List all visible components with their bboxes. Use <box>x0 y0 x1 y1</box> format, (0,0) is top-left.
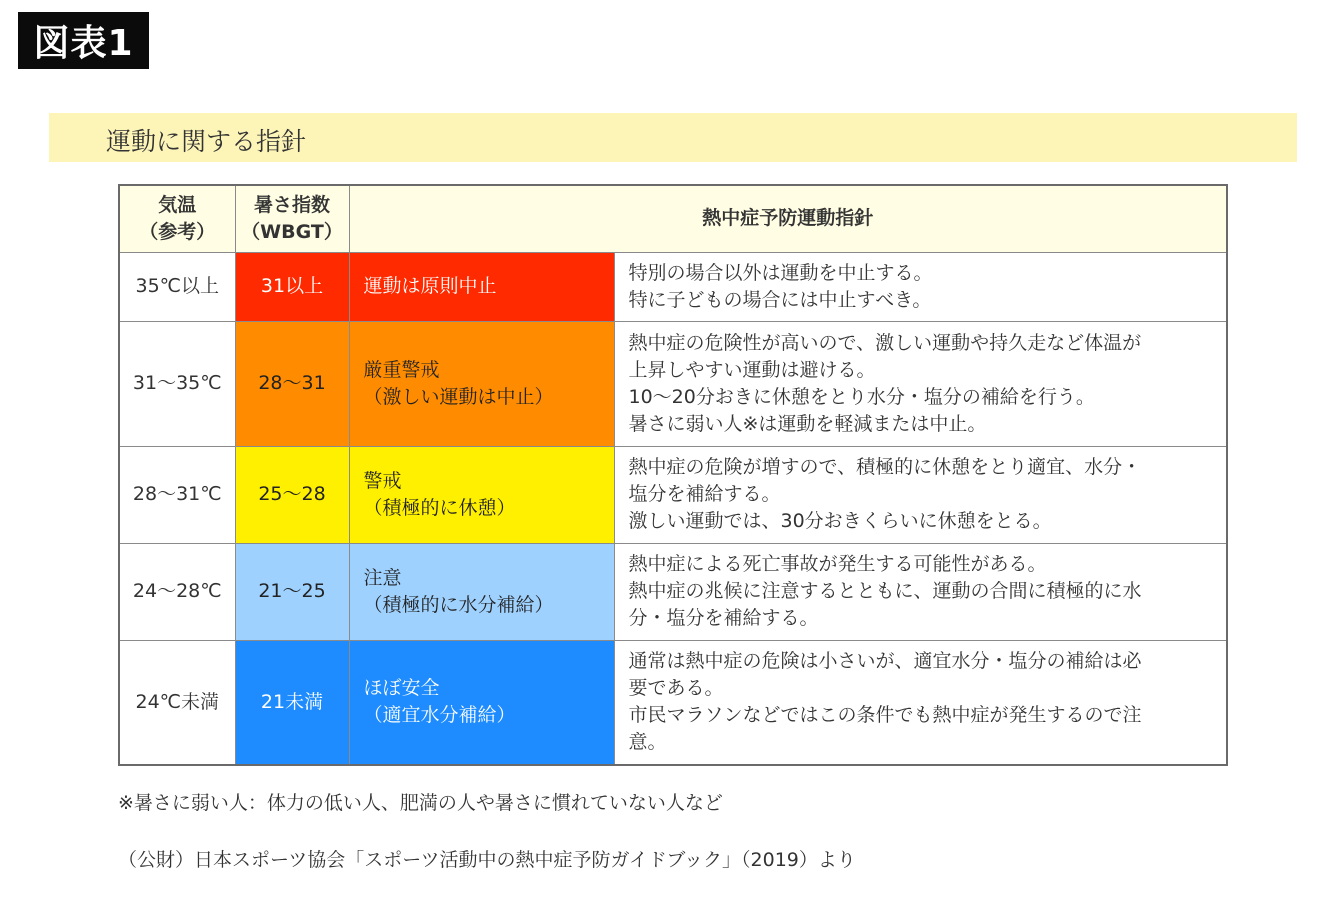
description-line: 特に子どもの場合には中止すべき。 <box>628 288 932 311</box>
table-row <box>119 543 1227 640</box>
level-line: （適宜水分補給） <box>363 704 516 727</box>
description-line: 市民マラソンなどではこの条件でも熱中症が発生するので注 <box>628 704 1142 727</box>
temp-cell: 31～35℃ <box>119 321 235 446</box>
description-line: 熱中症の兆候に注意するとともに、運動の合間に積極的に水 <box>628 580 1142 602</box>
header-wbgt <box>235 185 349 252</box>
description-cell <box>614 321 1227 446</box>
description-line: 10～20分おきに休憩をとり水分・塩分の補給を行う。 <box>628 385 1095 408</box>
temp-cell: 35℃以上 <box>119 252 235 321</box>
description-cell <box>614 446 1227 543</box>
description-line: 要である。 <box>628 677 724 700</box>
level-line: 運動は原則中止 <box>363 275 497 297</box>
table-row <box>119 321 1227 446</box>
description-cell <box>614 543 1227 640</box>
table-header-row <box>119 185 1227 252</box>
table-row <box>119 640 1227 765</box>
description-line: 分・塩分を補給する。 <box>628 607 819 629</box>
description-line: 意。 <box>628 731 667 754</box>
description-cell <box>614 640 1227 765</box>
level-cell <box>349 321 614 446</box>
table-row <box>119 446 1227 543</box>
description-line: 熱中症による死亡事故が発生する可能性がある。 <box>628 553 1047 575</box>
header-temp-line: （参考） <box>139 220 216 243</box>
header-wbgt-line: 暑さ指数 <box>253 193 330 216</box>
description-cell <box>614 252 1227 321</box>
level-cell <box>349 446 614 543</box>
header-temp <box>119 185 235 252</box>
level-line: （激しい運動は中止） <box>363 385 554 408</box>
level-line: 厳重警戒 <box>363 358 440 381</box>
wbgt-cell: 25～28 <box>235 446 349 543</box>
description-line: 上昇しやすい運動は避ける。 <box>628 358 876 381</box>
footnote: ※暑さに弱い人：体力の低い人、肥満の人や暑さに慣れていない人など <box>118 792 723 814</box>
description-line: 熱中症の危険が増すので、積極的に休憩をとり適宜、水分・ <box>628 456 1142 478</box>
wbgt-cell: 31以上 <box>235 252 349 321</box>
level-cell <box>349 543 614 640</box>
description-line: 激しい運動では、30分おきくらいに休憩をとる。 <box>628 510 1052 532</box>
level-cell <box>349 252 614 321</box>
wbgt-cell: 28～31 <box>235 321 349 446</box>
header-wbgt-line: （WBGT） <box>241 220 343 243</box>
description-line: 塩分を補給する。 <box>628 483 781 505</box>
section-title: 運動に関する指針 <box>106 127 307 156</box>
level-cell <box>349 640 614 765</box>
temp-cell: 28～31℃ <box>119 446 235 543</box>
description-line: 特別の場合以外は運動を中止する。 <box>628 261 933 284</box>
wbgt-cell: 21～25 <box>235 543 349 640</box>
level-line: 注意 <box>363 566 402 589</box>
level-line: （積極的に休憩） <box>363 496 516 519</box>
description-line: 暑さに弱い人※は運動を軽減または中止。 <box>628 412 987 435</box>
figure-label: 図表1 <box>18 12 149 69</box>
level-line: ほぼ安全 <box>363 677 440 700</box>
level-line: 警戒 <box>363 469 402 492</box>
level-line: （積極的に水分補給） <box>363 593 554 616</box>
header-temp-line: 気温 <box>158 193 197 216</box>
exercise-guideline-table <box>118 184 1228 766</box>
source-citation: （公財）日本スポーツ協会「スポーツ活動中の熱中症予防ガイドブック」（2019）より <box>118 849 856 871</box>
temp-cell: 24℃未満 <box>119 640 235 765</box>
table-row <box>119 252 1227 321</box>
wbgt-cell: 21未満 <box>235 640 349 765</box>
description-line: 熱中症の危険性が高いので、激しい運動や持久走など体温が <box>628 331 1142 354</box>
temp-cell: 24～28℃ <box>119 543 235 640</box>
description-line: 通常は熱中症の危険は小さいが、適宜水分・塩分の補給は必 <box>628 650 1142 673</box>
section-header <box>49 113 1297 162</box>
header-guide: 熱中症予防運動指針 <box>349 185 1227 252</box>
